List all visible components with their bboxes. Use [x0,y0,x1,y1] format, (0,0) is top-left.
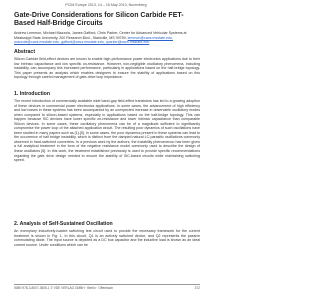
introduction-text: The recent introduction of commercially available wide band-gap field-effect transistors has led to a growing adoption of these devices in commercial power electronics applications. In some cases, the advancement of high efficiency and low losses in these systems has been accompanied by an unexpected increase in observable oscillatory modes when compared to silicon-based systems, especially in applications based on the half-bridge topology. This can happen because SiC devices have lower specific on-resistance and lower intrinsic capacitance than comparable Silicon devices. In some cases, these oscillatory phenomena can be of a magnitude sufficient to significantly compromise the power loop of the attached application circuit. The resulting poor dynamics of such oscillations have been studied in many papers such as [1]-[5]. In some cases, the poor dynamics present in these systems can lead to the occurrence of half bridge instability, which is distinct from the damped natural LC-parasitic oscillations commonly observed in hard-switched converters. In a previous work by the authors, the instability phenomenon has been given a full analytical treatment in the form of the negative resistance model commonly used to describe the design of linear oscillators [6]. In this work, the treatment established previously is used to provide specific recommendations regarding the gate drive design needed to ensure the stability of SiC-based circuits while maintaining switching speed. [14,99,200,163]
analysis-text: An exemplary inductively-loaded switching test circuit used to provide the necessary framework for the current treatment is shown in Fig. 1. In this circuit, Q1 is an actively switched device, and Q2 represents the passive commutating diode. The input source is depicted as a DC bus capacitor and the inductive load is shown as an ideal current source. Under conditions which can be [14,229,200,247]
running-header: PCIM Europe 2013, 14 – 16 May 2013, Nuremberg [65,3,147,7]
page-number: 372 [194,286,200,290]
analysis-heading: 2. Analysis of Self-Sustained Oscillation [14,221,113,227]
footer-isbn: ISBN 978-3-8007-3505-1 © VDE VERLAG GMBH · Berlin · Offenbach [14,286,114,290]
author-emails[interactable]: lemmon@cavs.msstate.edu, mazzola@cavs.msstate.edu, gafford@cavs.msstate.edu, cparker@cavs.msstate.edu [14,35,173,45]
page-footer [14,284,200,292]
authors-affiliation: Andrew Lemmon, Michael Mazzola, James Gafford, Chris Parker, Center for Advanced Vehicular Systems at Mississippi State University, 200 Research Blvd., Starkville, MS 39759, [14,31,187,40]
paper-title: Gate-Drive Considerations for Silicon Carbide FET-Based Half-Bridge Circuits [14,12,184,28]
introduction-heading: 1. Introduction [14,91,51,97]
authors-block [14,31,200,45]
abstract-text: Silicon Carbide field-effect devices are known to enable high-performance power electronics applications due to their low intrinsic capacitance and low specific on-resistance. However, non-negligible oscillatory phenomena, including instability, can accompany this increased performance, particularly in applications based on the half-bridge topology. This paper presents an analysis which enables designers to ensure the stability of applications based on this topology through careful management of gate-drive loop impedance. [14,57,200,80]
abstract-heading: Abstract [14,49,36,55]
